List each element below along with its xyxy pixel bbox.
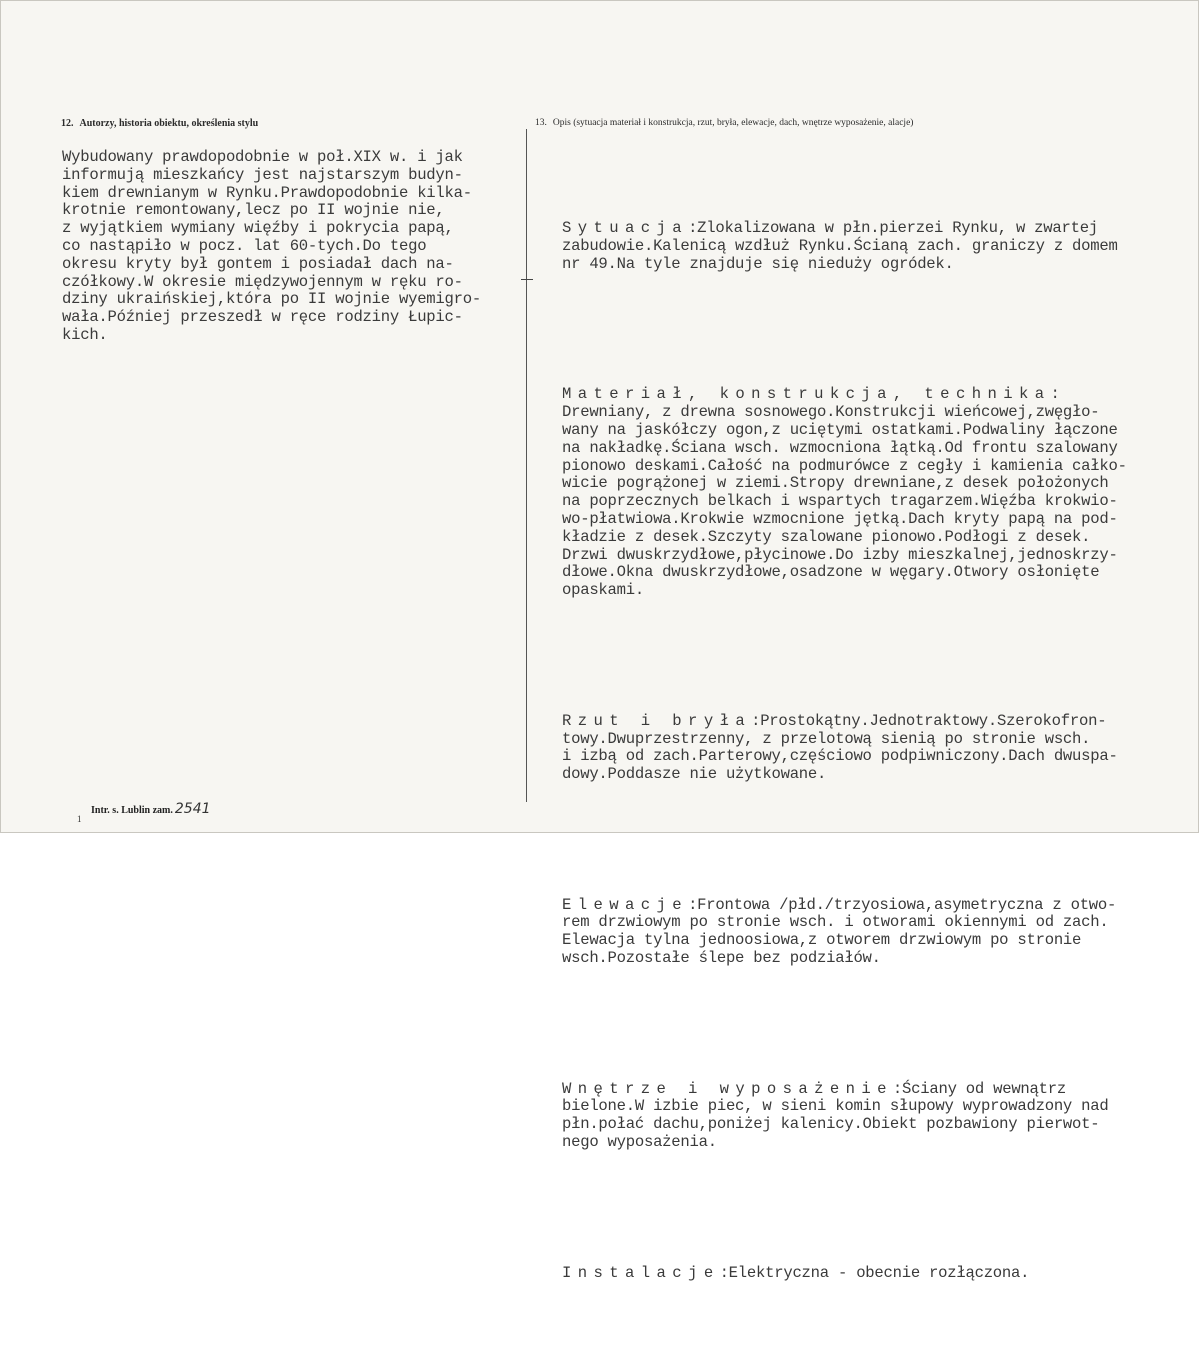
- section-rzut-bryla: [562, 677, 1127, 819]
- description-text: [562, 149, 1127, 1360]
- section-term: Wnętrze i wyposażenie: [562, 1079, 893, 1098]
- section-term: Rzut i bryła: [562, 711, 752, 730]
- section-term: Instalacje: [562, 1263, 720, 1282]
- section-sytuacja: [562, 185, 1127, 310]
- section-body: :Frontowa /płd./trzyosiowa,asymetryczna z otwo- rem drzwiowym po stronie wsch. i otworami okiennymi od zach. Elewacja tylna jednoosiowa,z otworem drzwiowym po stronie wsch.Pozostałe ślepe bez podziałów.: [562, 895, 1117, 968]
- section-body: : Drewniany, z drewna sosnowego.Konstrukcji wieńcowej,zwęgło- wany na jaskółczy ogon,z uciętymi ostatkami.Podwaliny łączone na nakładkę.Ściana wsch. wzmocniona łątką.Od frontu szalowany pionowo deskami.Całość na podmurówce z cegły i kamienia całko- wicie pogrążonej w ziemi.Stropy drewniane,z desek położonych na poprzecznych belkach i wspartych tragarzem.Więźba krokwio- wo-płatwiowa.Krokwie wzmocnione jętką.Dach kryty papą na pod- kładzie z desek.Szczyty szalowane pionowo.Podłogi z desek. Drzwi dwuskrzydłowe,płycinowe.Do izby mieszkalnej,jednoskrzy- dłowe.Okna dwuskrzydłowe,osadzone w węgary.Otwory osłonięte opaskami.: [562, 385, 1127, 600]
- section-term: Elewacje: [562, 895, 689, 914]
- heading-label: Opis (sytuacja materiał i konstrukcja, rzut, bryła, elewacje, dach, wnętrze wyposażenie, alacje): [552, 118, 914, 128]
- section-term: Materiał, konstrukcja, technika: [562, 385, 1051, 404]
- column-divider: [526, 129, 527, 802]
- footer-stamp: [91, 801, 211, 817]
- divider-tick-mark: [521, 279, 533, 280]
- section-term: Sytuacja: [562, 219, 689, 238]
- handwritten-number: 2541: [174, 801, 211, 817]
- heading-label: Autorzy, historia obiektu, określenia stylu: [79, 118, 259, 129]
- section-elewacje: [562, 861, 1127, 1003]
- section-body: :Prostokątny.Jednotraktowy.Szerokofron- towy.Dwuprzestrzenny, z przelotową sienią po stronie wsch. i izbą od zach.Parterowy,częściowo podpiwniczony.Dach dwuspa- dowy.Poddasze nie użytkowane.: [562, 711, 1118, 784]
- heading-description: [535, 118, 913, 128]
- section-body: :Elektryczna - obecnie rozłączona.: [719, 1263, 1030, 1282]
- page-number: 1: [77, 814, 82, 824]
- stamp-label: Intr. s. Lublin zam.: [91, 805, 173, 816]
- section-instalacje: [562, 1229, 1127, 1318]
- heading-authors-history: [61, 118, 258, 129]
- history-text: Wybudowany prawdopodobnie w poł.XIX w. i jak informują mieszkańcy jest najstarszym budyn- kiem drewnianym w Rynku.Prawdopodobnie kilka- krotnie remontowany,lecz po II wojnie nie, z wyjątkiem wymiany więźby i pokrycia papą, co nastąpiło w pocz. lat 60-tych.Do tego okresu kryty był gontem i posiadał dach na- czółkowy.W okresie międzywojennym w ręku ro- dziny ukraińskiej,która po II wojnie wyemigro- wała.Później przeszedł w ręce rodziny Łupic- kich.: [62, 148, 481, 344]
- section-wnetrze: [562, 1045, 1127, 1187]
- heading-number: 12.: [61, 118, 74, 129]
- heading-number: 13.: [535, 118, 547, 128]
- section-body: :Zlokalizowana w płn.pierzei Rynku, w zwartej zabudowie.Kalenicą wzdłuż Rynku.Ścianą zach. graniczy z domem nr 49.Na tyle znajduje się nieduży ogródek.: [562, 219, 1118, 273]
- section-material-konstrukcja: [562, 351, 1127, 636]
- section-body: :Ściany od wewnątrz bielone.W izbie piec, w sieni komin słupowy wyprowadzony nad płn.połać dachu,poniżej kalenicy.Obiekt pozbawiony pierwot- nego wyposażenia.: [562, 1079, 1109, 1152]
